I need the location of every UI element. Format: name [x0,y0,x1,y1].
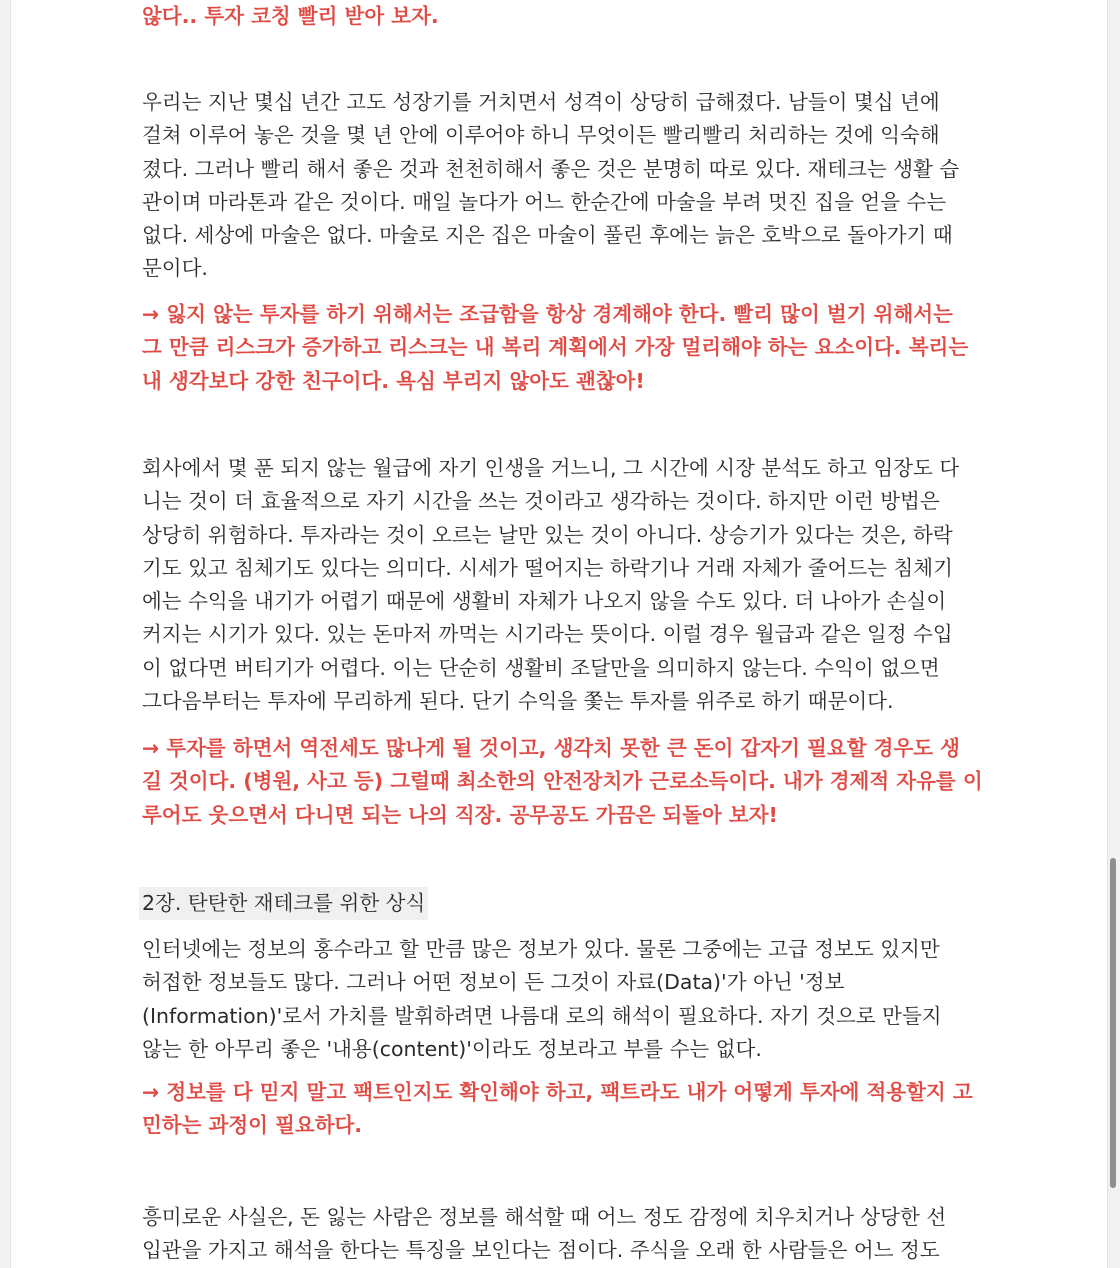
text-line: 그 만큼 리스크가 증가하고 리스크는 내 복리 계획에서 가장 멀리해야 하는 요소이다. 복리는 [142,335,969,360]
paragraph [142,452,959,718]
text-line: 걸쳐 이루어 놓은 것을 몇 년 안에 이루어야 하니 무엇이든 빨리빨리 처리하는 것에 익숙해 [142,123,940,148]
text-line: 인터넷에는 정보의 홍수라고 할 만큼 많은 정보가 있다. 물론 그중에는 고급 정보도 있지만 [142,937,940,961]
text-line: 졌다. 그러나 빨리 해서 좋은 것과 천천히해서 좋은 것은 분명히 따로 있다. 재테크는 생활 습 [142,156,960,181]
text-line: 민하는 과정이 필요하다. [142,1113,363,1138]
document-page [10,0,1108,1268]
text-line: 흥미로운 사실은, 돈 잃는 사람은 정보를 해석할 때 어느 정도 감정에 치우치거나 상당한 선 [142,1205,947,1229]
red-note [142,298,968,398]
text-line: 않는 한 아무리 좋은 '내용(content)'이라도 정보라고 부를 수는 없다. [142,1036,762,1061]
text-line: 에는 수익을 내기가 어렵기 때문에 생활비 자체가 나오지 않을 수도 있다. 더 나아가 손실이 [142,589,947,614]
text-line: 니는 것이 더 효율적으로 자기 시간을 쓰는 것이라고 생각하는 것이다. 하지만 이런 방법은 [142,489,940,514]
chapter-heading [139,887,428,920]
paragraph [142,86,959,286]
paragraph [142,1201,946,1268]
paragraph [142,933,942,1066]
chapter-title: 2장. 탄탄한 재테크를 위한 상식 [139,887,428,920]
text-line: 회사에서 몇 푼 되지 않는 월급에 자기 인생을 거느니, 그 시간에 시장 분석도 하고 임장도 다 [142,456,960,480]
text-line: 기도 있고 침체기도 있다는 의미다. 시세가 떨어지는 하락기나 거래 자체가 줄어드는 침체기 [142,555,953,580]
text-line: 관이며 마라톤과 같은 것이다. 매일 놀다가 어느 한순간에 마술을 부려 멋진 집을 얻을 수는 [142,189,947,214]
text-line: 상당히 위험하다. 투자라는 것이 오르는 날만 있는 것이 아니다. 상승기가 있다는 것은, 하락 [142,522,953,547]
text-line: → 정보를 다 믿지 말고 팩트인지도 확인해야 하고, 팩트라도 내가 어떻게 투자에 적용할지 고 [142,1080,973,1104]
text-line: 커지는 시기가 있다. 있는 돈마저 까먹는 시기라는 뜻이다. 이럴 경우 월급과 같은 일정 수입 [142,622,953,647]
text-line: 우리는 지난 몇십 년간 고도 성장기를 거치면서 성격이 상당히 급해졌다. 남들이 몇십 년에 [142,90,940,114]
text-line: 내 생각보다 강한 친구이다. 욕심 부리지 않아도 괜찮아! [142,368,645,393]
text-line: 허접한 정보들도 많다. 그러나 어떤 정보이 든 그것이 자료(Data)'가 아닌 '정보 [142,970,845,995]
red-note [142,1076,973,1143]
vertical-scrollbar[interactable] [1110,858,1116,1188]
text-line: → 잃지 않는 투자를 하기 위해서는 조급함을 항상 경계해야 한다. 빨리 많이 벌기 위해서는 [142,302,953,326]
intro-note [142,0,439,33]
text-line: 않다.. 투자 코칭 빨리 받아 보자. [142,4,439,28]
text-line: (Information)'로서 가치를 발휘하려면 나름대 로의 해석이 필요하다. 자기 것으로 만들지 [142,1003,942,1028]
text-line: 그다음부터는 투자에 무리하게 된다. 단기 수익을 쫓는 투자를 위주로 하기 때문이다. [142,689,894,714]
text-line: 없다. 세상에 마술은 없다. 마술로 지은 집은 마술이 풀린 후에는 늙은 호박으로 돌아가기 때 [142,223,953,248]
text-line: 길 것이다. (병원, 사고 등) 그럴때 최소한의 안전장치가 근로소득이다. 내가 경제적 자유를 이 [142,769,983,794]
red-note [142,732,983,832]
text-line: → 투자를 하면서 역전세도 많나게 될 것이고, 생각치 못한 큰 돈이 갑자기 필요할 경우도 생 [142,736,960,760]
text-line: 문이다. [142,256,208,281]
text-line: 이 없다면 버티기가 어렵다. 이는 단순히 생활비 조달만을 의미하지 않는다. 수익이 없으면 [142,655,940,680]
text-line: 루어도 웃으면서 다니면 되는 나의 직장. 공무공도 가끔은 되돌아 보자! [142,802,778,827]
text-line: 입관을 가지고 해석을 한다는 특징을 보인다는 점이다. 주식을 오래 한 사람들은 어느 정도 [142,1238,940,1263]
